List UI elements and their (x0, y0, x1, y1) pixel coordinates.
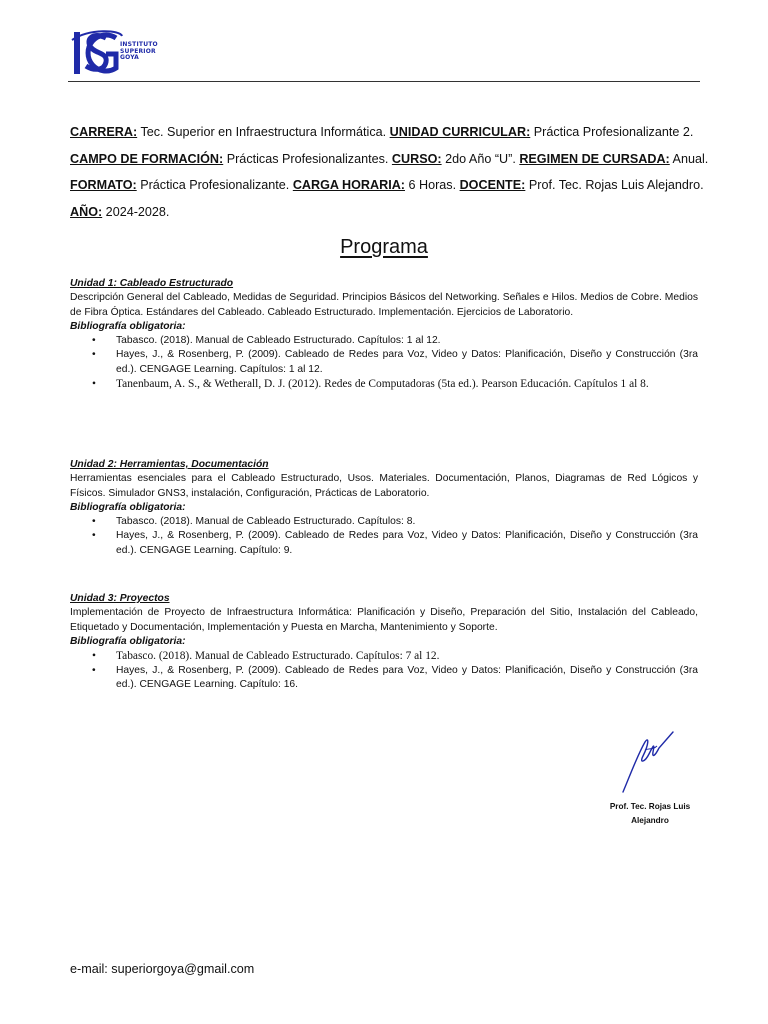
logo-text-line: SUPERIOR (120, 47, 156, 55)
signature-scribble-icon (615, 728, 680, 796)
docente-label: DOCENTE: (459, 178, 526, 192)
campo-value: Prácticas Profesionalizantes. (223, 151, 392, 166)
unit-title: Unidad 2: Herramientas, Documentación (70, 459, 269, 470)
logo-text-line: INSTITUTO (120, 41, 158, 48)
page-title: Programa (340, 236, 428, 258)
unit-title: Unidad 1: Cableado Estructurado (70, 278, 234, 289)
unit-3-section (70, 592, 698, 693)
signature-name (600, 800, 700, 828)
bibliography-title: Bibliografía obligatoria: (70, 635, 186, 647)
bibliography-list (70, 334, 698, 392)
formato-label: FORMATO: (70, 178, 137, 192)
bibliography-list (70, 515, 698, 558)
bibliography-item: • Tabasco. (2018). Manual de Cableado Estructurado. Capítulos: 7 al 12. (70, 649, 698, 664)
docente-value: Prof. Tec. Rojas Luis Alejandro. (525, 178, 704, 192)
bibliography-item: • Tabasco. (2018). Manual de Cableado Estructurado. Capítulos: 8. (70, 515, 698, 529)
anio-label: AÑO: (70, 204, 103, 219)
curso-value: 2do Año “U”. (441, 151, 520, 166)
regimen-value: Anual. (669, 151, 709, 166)
bibliography-list (70, 649, 698, 693)
bibliography-item: • Tabasco. (2018). Manual de Cableado Estructurado. Capítulos: 1 al 12. (70, 334, 698, 348)
anio-value: 2024-2028. (102, 204, 170, 219)
bibliography-item: • Hayes, J., & Rosenberg, P. (2009). Cableado de Redes para Voz, Video y Datos: Planificación, Diseño y Construcción (3ra ed.). CENGAGE Learning. Capítulo: 16. (70, 664, 698, 693)
bibliography-title: Bibliografía obligatoria: (70, 501, 186, 513)
unit-description: Herramientas esenciales para el Cableado Estructurado, Usos. Materiales. Documentación, Planos, Diagramas de Red Lógicos y Físicos. Simulador GNS3, instalación, Configuración, Prácticas de Laboratorio. (70, 473, 698, 499)
signature-name-line: Prof. Tec. Rojas Luis (609, 802, 691, 811)
formato-value: Práctica Profesionalizante. (136, 178, 293, 192)
unit-title: Unidad 3: Proyectos (70, 593, 170, 604)
carrera-value: Tec. Superior en Infraestructura Informática. (137, 125, 390, 139)
unidad-label: UNIDAD CURRICULAR: (389, 125, 531, 139)
signature-name-line: Alejandro (631, 816, 669, 825)
info-line-anio (70, 204, 702, 231)
signature (615, 728, 680, 796)
unidad-value: Práctica Profesionalizante 2. (530, 125, 694, 139)
info-line-campo (70, 151, 709, 178)
logo-text-line: GOYA (120, 54, 140, 61)
carga-label: CARGA HORARIA: (292, 178, 405, 192)
curso-label: CURSO: (391, 151, 442, 166)
carga-value: 6 Horas. (404, 178, 460, 192)
unit-2-section (70, 458, 698, 558)
bibliography-item: • Hayes, J., & Rosenberg, P. (2009). Cableado de Redes para Voz, Video y Datos: Planificación, Diseño y Construcción (3ra ed.). CENGAGE Learning. Capítulo: 9. (70, 529, 698, 558)
unit-description: Descripción General del Cableado, Medidas de Seguridad. Principios Básicos del Networking. Señales e Hilos. Medios de Cobre. Medios de Fibra Óptica. Estándares del Cableado. Cableado Estructurado. Implementación. Ejercicios de Laboratorio. (70, 292, 698, 318)
unit-description: Implementación de Proyecto de Infraestructura Informática: Planificación y Diseño, Preparación del Sitio, Instalación del Cableado, Etiquetado y Documentación, Implementación y Puesta en Marcha, Mantenimiento y Soporte. (70, 607, 698, 633)
campo-label: CAMPO DE FORMACIÓN: (70, 151, 224, 166)
header-divider (68, 81, 700, 82)
info-line-carrera (70, 124, 702, 151)
logo-text (120, 42, 158, 62)
footer-email: e-mail: superiorgoya@gmail.com (70, 962, 255, 976)
course-info (70, 124, 709, 230)
bibliography-item: • Tanenbaum, A. S., & Wetherall, D. J. (2012). Redes de Computadoras (5ta ed.). Pearson Educación. Capítulos 1 al 8. (70, 377, 698, 392)
carrera-label: CARRERA: (70, 125, 138, 139)
bibliography-item: • Hayes, J., & Rosenberg, P. (2009). Cableado de Redes para Voz, Video y Datos: Planificación, Diseño y Construcción (3ra ed.). CENGAGE Learning. Capítulos: 1 al 12. (70, 348, 698, 377)
regimen-label: REGIMEN DE CURSADA: (519, 151, 670, 166)
bibliography-title: Bibliografía obligatoria: (70, 320, 186, 332)
info-line-formato (70, 177, 702, 204)
unit-1-section (70, 277, 698, 392)
